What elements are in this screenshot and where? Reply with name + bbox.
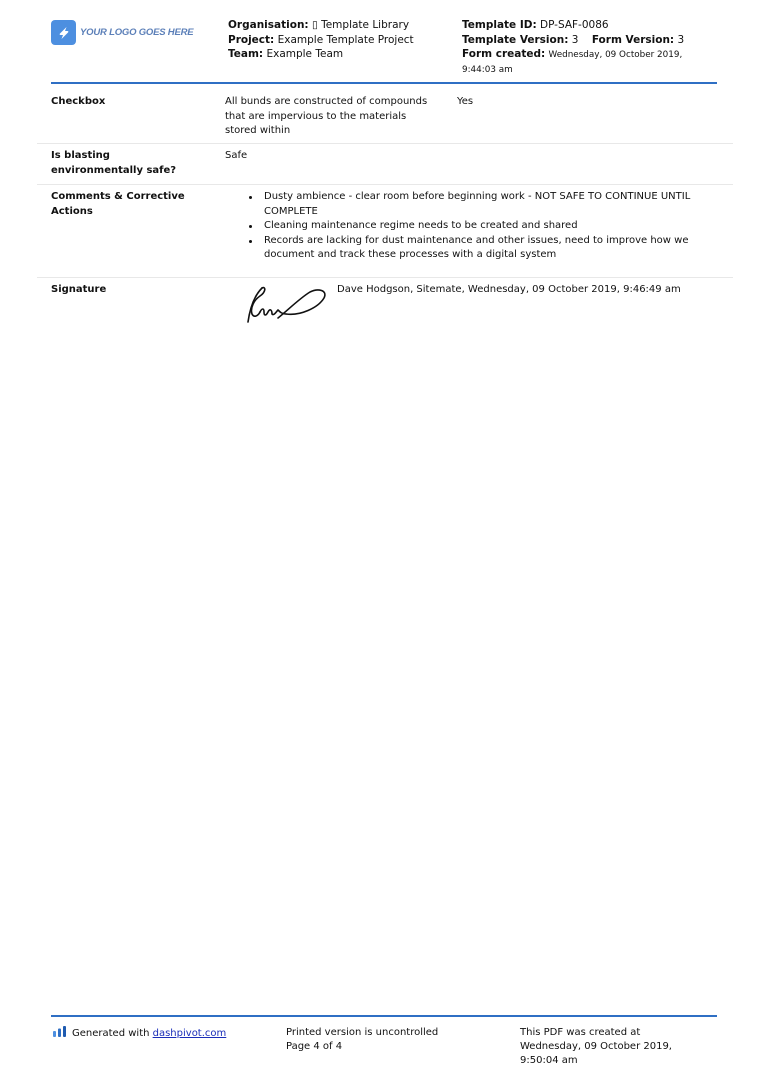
form-created-date: Wednesday, 09 October 2019,: [548, 50, 683, 60]
row-blasting-safe: [37, 144, 733, 185]
team-value: Example Team: [266, 48, 344, 60]
row-signature: [37, 278, 733, 328]
checkbox-answer: Yes: [457, 96, 474, 107]
project-label: Project:: [228, 33, 275, 46]
bar-chart-icon: [53, 1026, 67, 1042]
form-created-label: Form created:: [462, 48, 546, 60]
list-item: Records are lacking for dust maintenance and other issues, need to improve how we document and track these processes with a digital system: [244, 234, 714, 263]
template-id-value: DP-SAF-0086: [540, 19, 609, 31]
generated-text: Generated with: [72, 1028, 153, 1039]
header-template-info: [462, 18, 684, 77]
row-label: Checkbox: [51, 96, 106, 107]
logo-mark-icon: [51, 20, 76, 45]
team-label: Team:: [228, 48, 264, 60]
template-version-label: Template Version:: [462, 33, 569, 46]
footer-generated: [53, 1026, 226, 1042]
signature-image: [244, 282, 328, 329]
header-org-info: [228, 18, 414, 62]
uncontrolled-note: Printed version is uncontrolled: [286, 1027, 439, 1038]
company-logo: [51, 20, 193, 45]
pdf-created-label: This PDF was created at: [520, 1027, 641, 1038]
checkbox-question: All bunds are constructed of compounds that are impervious to the materials stored within: [225, 96, 428, 136]
pdf-created-time: 9:50:04 am: [520, 1055, 578, 1066]
row-label: Signature: [51, 284, 107, 295]
form-created-time: 9:44:03 am: [462, 64, 513, 75]
footer-print-info: [286, 1026, 438, 1054]
logo-text: YOUR LOGO GOES HERE: [80, 27, 194, 38]
row-label: Is blasting environmentally safe?: [51, 150, 177, 176]
page-number: Page 4 of 4: [286, 1041, 343, 1052]
comments-list: [244, 190, 714, 263]
template-id-label: Template ID:: [462, 19, 537, 31]
row-label: Comments & Corrective Actions: [51, 191, 185, 217]
footer-pdf-created: [520, 1026, 672, 1068]
organisation-label: Organisation:: [228, 19, 309, 31]
row-checkbox: [37, 84, 733, 144]
signer-details: Dave Hodgson, Sitemate, Wednesday, 09 October 2019, 9:46:49 am: [337, 284, 681, 295]
footer-divider: [51, 1015, 717, 1017]
project-value: Example Template Project: [277, 33, 414, 46]
pdf-created-date: Wednesday, 09 October 2019,: [520, 1041, 672, 1052]
form-version-value: 3: [677, 33, 685, 46]
template-version-value: 3: [571, 33, 579, 46]
list-item: Cleaning maintenance regime needs to be created and shared: [244, 219, 714, 234]
organisation-value: ▯ Template Library: [311, 19, 410, 31]
row-comments: [37, 185, 733, 278]
blasting-value: Safe: [225, 150, 248, 161]
dashpivot-link[interactable]: dashpivot.com: [152, 1028, 227, 1039]
list-item: Dusty ambience - clear room before beginning work - NOT SAFE TO CONTINUE UNTIL COMPLETE: [244, 190, 714, 219]
form-version-label: Form Version:: [591, 33, 675, 46]
